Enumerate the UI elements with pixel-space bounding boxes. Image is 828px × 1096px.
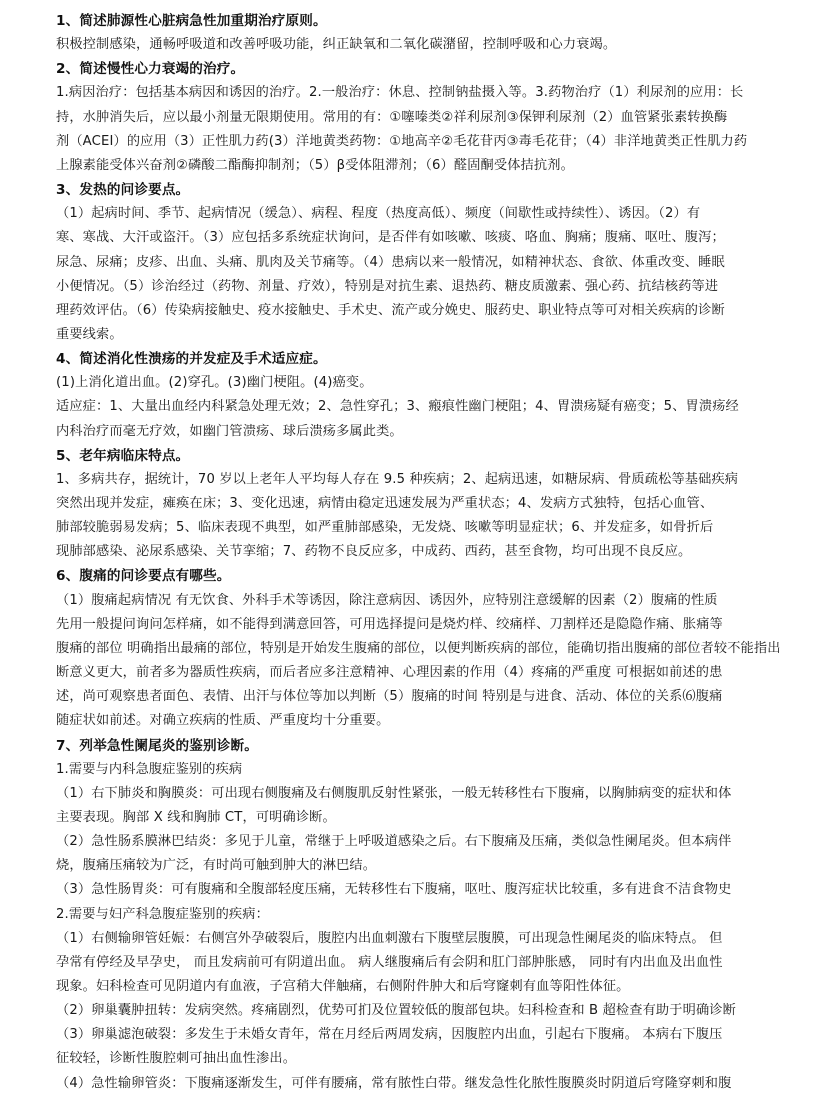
body-line: 腹痛的部位 明确指出最痛的部位，特别是开始发生腹痛的部位，以便判断疾病的部位，能确切指出腹痛的部位者较不能指出 (56, 640, 781, 656)
body-line: (1)上消化道出血。(2)穿孔。(3)幽门梗阻。(4)癌变。 (56, 375, 373, 391)
body-line: （2）卵巢囊肿扭转：发病突然。疼痛剧烈，优势可扪及位置较低的腹部包块。妇科检查和 B 超检查有助于明确诊断 (56, 1003, 736, 1019)
body-line: 持，水肿消失后，应以最小剂量无限期使用。常用的有：①噻嗪类②祥利尿剂③保钾利尿剂（2）血管紧张素转换酶 (56, 109, 728, 125)
section-heading: 3、发热的问诊要点。 (56, 182, 190, 199)
body-line: 断意义更大，前者多为器质性疾病，而后者应多注意精神、心理因素的作用（4）疼痛的严重度 可根据如前述的患 (56, 665, 723, 681)
body-line: 述，尚可观察患者面色、表情、出汗与体位等加以判断（5）腹痛的时间 特别是与进食、活动、体位的关系⑹腹痛 (56, 689, 723, 705)
body-line: （1）右下肺炎和胸膜炎：可出现右侧腹痛及右侧腹肌反射性紧张，一般无转移性右下腹痛，以胸肺病变的症状和体 (56, 785, 732, 801)
body-line: 重要线索。 (56, 326, 123, 342)
body-line: 主要表现。胸部 X 线和胸肺 CT，可明确诊断。 (56, 809, 336, 825)
body-line: 尿急、尿痛；皮疹、出血、头痛、肌肉及关节痛等。（4）患病以来一般情况，如精神状态、食欲、体重改变、睡眠 (56, 254, 725, 270)
body-line: 剂（ACEI）的应用（3）正性肌力药(3）洋地黄类药物：①地高辛②毛花苷丙③毒毛花苷；（4）非洋地黄类正性肌力药 (56, 133, 748, 149)
body-line: 上腺素能受体兴奋剂②磷酸二酯酶抑制剂；（5）β受体阻滞剂；（6）醛固酮受体拮抗剂。 (56, 157, 574, 173)
body-line: 小便情况。（5）诊治经过（药物、剂量、疗效），特别是对抗生素、退热药、糖皮质激素、强心药、抗结核药等进 (56, 278, 719, 294)
body-line: 现肺部感染、泌尿系感染、关节挛缩；7、药物不良反应多，中成药、西药，甚至食物，均可出现不良反应。 (56, 544, 692, 560)
section-heading: 4、简述消化性溃疡的并发症及手术适应症。 (56, 351, 327, 368)
body-line: 1.病因治疗：包括基本病因和诱因的治疗。2.一般治疗：休息、控制钠盐摄入等。3.药物治疗（1）利尿剂的应用：长 (56, 85, 744, 101)
section-heading: 7、列举急性阑尾炎的鉴别诊断。 (56, 737, 259, 754)
section-heading: 5、老年病临床特点。 (56, 447, 190, 464)
body-line: 现象。妇科检查可见阴道内有血液，子宫稍大伴触痛，右侧附件肿大和后穹窿刺有血等阳性体征。 (56, 979, 630, 994)
body-line: 寒、寒战、大汗或盗汗。（3）应包括多系统症状询问，是否伴有如咳嗽、咳痰、咯血、胸痛；腹痛、呕吐、腹泻； (56, 230, 725, 246)
body-line: 适应症：1、大量出血经内科紧急处理无效；2、急性穿孔；3、瘢痕性幽门梗阻；4、胃溃疡疑有癌变；5、胃溃疡经 (56, 399, 739, 415)
body-line: 1、多病共存，据统计，70 岁以上老年人平均每人存在 9.5 种疾病；2、起病迅速，如糖尿病、骨质疏松等基础疾病 (56, 471, 739, 487)
section-heading: 2、简述慢性心力衰竭的治疗。 (56, 61, 245, 78)
body-line: 理药效评估。（6）传染病接触史、疫水接触史、手术史、流产或分娩史、服药史、职业特点等可对相关疾病的诊断 (56, 302, 725, 318)
body-line: （1）右侧输卵管妊娠：右侧宫外孕破裂后，腹腔内出血刺激右下腹壁层腹膜，可出现急性阑尾炎的临床特点。 但 (56, 930, 723, 946)
body-line: （3）卵巢滤泡破裂：多发生于未婚女青年，常在月经后两周发病，因腹腔内出血，引起右下腹痛。 本病右下腹压 (56, 1027, 723, 1043)
body-line: （1）起病时间、季节、起病情况（缓急）、病程、程度（热度高低）、频度（间歇性或持续性）、诱因。（2）有 (56, 206, 701, 222)
body-line: 2.需要与妇产科急腹症鉴别的疾病： (56, 906, 269, 922)
body-line: （1）腹痛起病情况 有无饮食、外科手术等诱因，除注意病因、诱因外，应特别注意缓解的因素（2）腹痛的性质 (56, 592, 718, 608)
body-line: 先用一般提问询问怎样痛，如不能得到满意回答，可用选择提问是烧灼样、绞痛样、刀割样还是隐隐作痛、胀痛等 (56, 616, 723, 632)
body-line: 孕常有停经及早孕史， 而且发病前可有阴道出血。 病人继腹痛后有会阴和肛门部肿胀感， 同时有内出血及出血性 (56, 954, 723, 970)
body-line: 肺部较脆弱易发病；5、临床表现不典型，如严重肺部感染，无发烧、咳嗽等明显症状；6、并发症多，如骨折后 (56, 520, 714, 536)
body-line: （4）急性输卵管炎：下腹痛逐渐发生，可伴有腰痛，常有脓性白带。继发急性化脓性腹膜炎时阴道后穹隆穿刺和腹 (56, 1075, 732, 1091)
body-line: 内科治疗而毫无疗效，如幽门管溃疡、球后溃疡多属此类。 (56, 423, 403, 439)
body-line: （2）急性肠系膜淋巴结炎：多见于儿童，常继于上呼吸道感染之后。右下腹痛及压痛，类似急性阑尾炎。但本病伴 (56, 834, 732, 850)
body-line: 征较轻，诊断性腹腔刺可抽出血性渗出。 (56, 1051, 297, 1067)
body-line: 1.需要与内科急腹症鉴别的疾病 (56, 761, 243, 777)
body-line: 随症状如前述。对确立疾病的性质、严重度均十分重要。 (56, 713, 390, 729)
body-line: 积极控制感染，通畅呼吸道和改善呼吸功能，纠正缺氧和二氧化碳潴留，控制呼吸和心力衰竭。 (56, 37, 617, 53)
section-heading: 1、简述肺源性心脏病急性加重期治疗原则。 (56, 13, 327, 29)
body-line: （3）急性肠胃炎：可有腹痛和全腹部轻度压痛，无转移性右下腹痛，呕吐、腹泻症状比较重，多有进食不洁食物史 (56, 882, 732, 898)
section-heading: 6、腹痛的问诊要点有哪些。 (56, 568, 231, 585)
body-line: 突然出现并发症，瘫痪在床；3、变化迅速，病情由稳定迅速发展为严重状态；4、发病方式独特，包括心血管、 (56, 496, 714, 511)
body-line: 烧，腹痛压痛较为广泛，有时尚可触到肿大的淋巴结。 (56, 858, 377, 874)
